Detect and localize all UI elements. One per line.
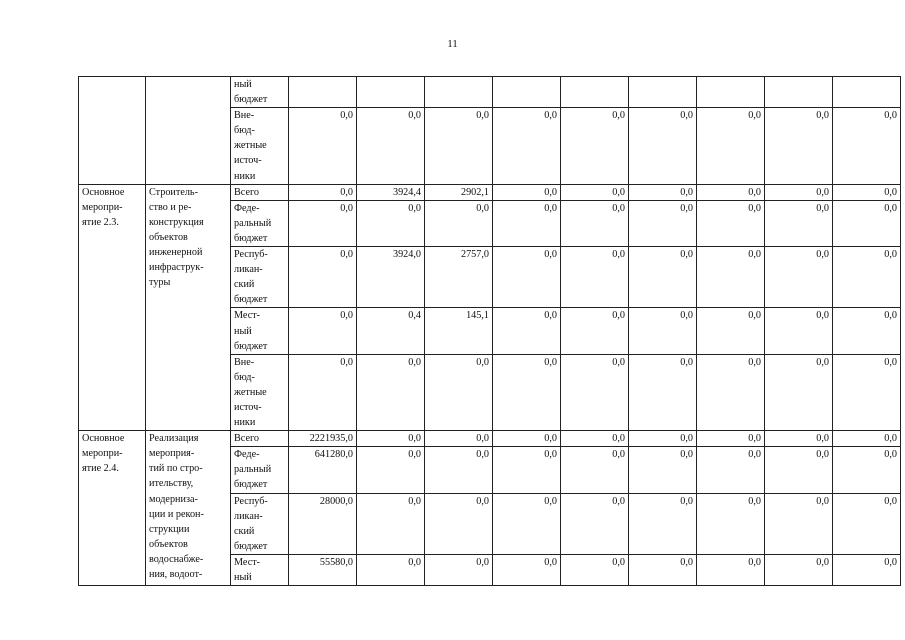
description-line: конструкция <box>149 216 204 228</box>
value-cell: 0,0 <box>697 493 765 554</box>
value-cell <box>493 77 561 108</box>
value-cell: 0,0 <box>833 447 901 493</box>
value-cell: 0,0 <box>561 200 629 246</box>
value-cell: 0,0 <box>629 354 697 430</box>
value-cell: 0,0 <box>425 200 493 246</box>
funding-source-line: Респуб- <box>234 249 268 261</box>
funding-source-line: бюджет <box>234 94 268 106</box>
funding-source-line: ный <box>234 79 252 90</box>
value-cell: 0,0 <box>629 308 697 354</box>
funding-source-line: Вне- <box>234 356 255 368</box>
description-line: тий по стро- <box>149 463 203 475</box>
funding-source-line: Всего <box>234 433 259 445</box>
description-cell <box>146 431 231 586</box>
funding-source-cell <box>231 447 289 493</box>
activity-line: Основное <box>82 433 125 445</box>
value-cell: 0,0 <box>765 108 833 184</box>
value-cell: 0,0 <box>833 354 901 430</box>
funding-source-cell <box>231 493 289 554</box>
value-cell: 0,0 <box>629 184 697 200</box>
table-row <box>79 184 901 200</box>
value-cell: 0,0 <box>629 431 697 447</box>
description-line: Строитель- <box>149 186 198 198</box>
activity-cell <box>79 431 146 586</box>
value-cell <box>561 77 629 108</box>
value-cell: 0,0 <box>425 431 493 447</box>
funding-source-cell <box>231 354 289 430</box>
funding-source-line: Мест- <box>234 556 261 568</box>
value-cell: 0,0 <box>629 447 697 493</box>
value-cell: 0,0 <box>289 308 357 354</box>
description-line: водоснабже- <box>149 553 204 565</box>
value-cell: 0,4 <box>357 308 425 354</box>
value-cell: 0,0 <box>425 554 493 585</box>
funding-source-line: ский <box>234 279 255 291</box>
funding-source-cell <box>231 108 289 184</box>
funding-source-cell <box>231 431 289 447</box>
value-cell: 0,0 <box>357 554 425 585</box>
value-cell: 0,0 <box>697 447 765 493</box>
value-cell: 0,0 <box>357 447 425 493</box>
funding-source-line: бюджет <box>234 540 268 552</box>
value-cell: 0,0 <box>833 200 901 246</box>
description-line: инженерной <box>149 247 203 259</box>
budget-table <box>78 76 901 586</box>
value-cell <box>629 77 697 108</box>
value-cell: 0,0 <box>833 108 901 184</box>
activity-line: Основное <box>82 186 125 198</box>
value-cell: 0,0 <box>833 554 901 585</box>
funding-source-line: ный <box>234 325 252 337</box>
activity-line: ятие 2.3. <box>82 216 119 228</box>
value-cell <box>289 77 357 108</box>
funding-source-line: бюд- <box>234 371 255 383</box>
value-cell: 0,0 <box>697 354 765 430</box>
value-cell: 0,0 <box>629 108 697 184</box>
funding-source-line: Феде- <box>234 449 260 461</box>
value-cell: 0,0 <box>493 247 561 308</box>
value-cell: 0,0 <box>765 184 833 200</box>
value-cell: 0,0 <box>765 308 833 354</box>
activity-line: ятие 2.4. <box>82 463 119 475</box>
funding-source-line: источ- <box>234 401 262 413</box>
value-cell: 0,0 <box>765 200 833 246</box>
value-cell: 641280,0 <box>289 447 357 493</box>
value-cell: 0,0 <box>561 554 629 585</box>
value-cell: 0,0 <box>765 447 833 493</box>
value-cell <box>765 77 833 108</box>
value-cell <box>697 77 765 108</box>
activity-line: меропри- <box>82 448 123 460</box>
description-line: ство и ре- <box>149 201 192 213</box>
funding-source-line: ный <box>234 572 252 583</box>
value-cell: 0,0 <box>697 108 765 184</box>
value-cell: 0,0 <box>833 247 901 308</box>
value-cell: 0,0 <box>629 554 697 585</box>
value-cell: 0,0 <box>765 431 833 447</box>
value-cell: 0,0 <box>289 200 357 246</box>
value-cell: 0,0 <box>493 108 561 184</box>
value-cell: 0,0 <box>425 447 493 493</box>
description-line: туры <box>149 277 171 289</box>
funding-source-line: ликан- <box>234 264 263 276</box>
value-cell: 0,0 <box>357 354 425 430</box>
value-cell: 2757,0 <box>425 247 493 308</box>
table-row <box>79 431 901 447</box>
table-body <box>79 77 901 586</box>
description-line: струкции <box>149 523 190 535</box>
funding-source-line: Всего <box>234 186 259 198</box>
value-cell: 0,0 <box>493 554 561 585</box>
funding-source-cell <box>231 77 289 108</box>
activity-cell <box>79 184 146 431</box>
value-cell: 0,0 <box>493 431 561 447</box>
funding-source-line: источ- <box>234 155 262 167</box>
description-line: мероприя- <box>149 448 195 460</box>
funding-source-cell <box>231 554 289 585</box>
value-cell: 0,0 <box>561 184 629 200</box>
value-cell: 0,0 <box>357 493 425 554</box>
value-cell: 3924,4 <box>357 184 425 200</box>
description-line: объектов <box>149 538 188 550</box>
value-cell: 0,0 <box>493 308 561 354</box>
funding-source-line: ники <box>234 170 256 182</box>
description-line: объектов <box>149 231 188 243</box>
value-cell: 0,0 <box>493 447 561 493</box>
value-cell <box>425 77 493 108</box>
funding-source-line: жетные <box>234 386 267 398</box>
funding-source-line: ральный <box>234 217 272 229</box>
value-cell: 0,0 <box>561 247 629 308</box>
funding-source-line: бюджет <box>234 232 268 244</box>
value-cell: 0,0 <box>833 493 901 554</box>
value-cell: 0,0 <box>561 493 629 554</box>
value-cell: 0,0 <box>493 354 561 430</box>
value-cell: 0,0 <box>697 308 765 354</box>
value-cell: 0,0 <box>833 308 901 354</box>
value-cell: 0,0 <box>629 247 697 308</box>
value-cell: 145,1 <box>425 308 493 354</box>
funding-source-line: Вне- <box>234 110 255 122</box>
value-cell: 55580,0 <box>289 554 357 585</box>
value-cell: 0,0 <box>629 493 697 554</box>
value-cell: 2902,1 <box>425 184 493 200</box>
value-cell: 0,0 <box>289 247 357 308</box>
value-cell: 0,0 <box>629 200 697 246</box>
value-cell: 0,0 <box>425 493 493 554</box>
value-cell: 0,0 <box>697 200 765 246</box>
value-cell: 0,0 <box>561 431 629 447</box>
value-cell: 0,0 <box>493 493 561 554</box>
description-line: Реализация <box>149 433 199 445</box>
value-cell: 0,0 <box>697 431 765 447</box>
funding-source-line: ники <box>234 417 256 429</box>
funding-source-line: Мест- <box>234 310 261 322</box>
funding-source-line: бюджет <box>234 340 268 352</box>
funding-source-line: Феде- <box>234 202 260 214</box>
value-cell: 0,0 <box>561 447 629 493</box>
funding-source-cell <box>231 308 289 354</box>
funding-source-line: бюджет <box>234 479 268 491</box>
value-cell: 0,0 <box>357 431 425 447</box>
description-line: модерниза- <box>149 493 198 505</box>
value-cell: 0,0 <box>289 184 357 200</box>
value-cell: 0,0 <box>697 554 765 585</box>
description-line: инфраструк- <box>149 262 204 274</box>
value-cell: 0,0 <box>357 108 425 184</box>
funding-source-line: жетные <box>234 140 267 152</box>
value-cell: 2221935,0 <box>289 431 357 447</box>
funding-source-cell <box>231 184 289 200</box>
value-cell: 3924,0 <box>357 247 425 308</box>
activity-line: меропри- <box>82 201 123 213</box>
description-cell <box>146 77 231 185</box>
value-cell: 0,0 <box>765 354 833 430</box>
page-number: 11 <box>447 38 458 50</box>
value-cell: 0,0 <box>357 200 425 246</box>
description-cell <box>146 184 231 431</box>
funding-source-cell <box>231 200 289 246</box>
description-line: ния, водоот- <box>149 569 203 580</box>
description-line: ции и рекон- <box>149 508 204 520</box>
value-cell: 0,0 <box>765 493 833 554</box>
value-cell <box>357 77 425 108</box>
funding-source-line: бюд- <box>234 125 255 137</box>
value-cell: 0,0 <box>765 554 833 585</box>
value-cell: 0,0 <box>289 354 357 430</box>
value-cell: 0,0 <box>697 184 765 200</box>
value-cell: 0,0 <box>425 108 493 184</box>
value-cell: 28000,0 <box>289 493 357 554</box>
value-cell: 0,0 <box>289 108 357 184</box>
description-line: ительству, <box>149 478 194 490</box>
value-cell: 0,0 <box>833 184 901 200</box>
value-cell: 0,0 <box>561 354 629 430</box>
funding-source-line: ликан- <box>234 510 263 522</box>
value-cell: 0,0 <box>561 308 629 354</box>
funding-source-line: ский <box>234 525 255 537</box>
value-cell: 0,0 <box>697 247 765 308</box>
funding-source-line: Респуб- <box>234 495 268 507</box>
table-row <box>79 77 901 108</box>
value-cell: 0,0 <box>561 108 629 184</box>
value-cell <box>833 77 901 108</box>
value-cell: 0,0 <box>493 184 561 200</box>
value-cell: 0,0 <box>425 354 493 430</box>
funding-source-cell <box>231 247 289 308</box>
value-cell: 0,0 <box>493 200 561 246</box>
activity-cell <box>79 77 146 185</box>
value-cell: 0,0 <box>765 247 833 308</box>
value-cell: 0,0 <box>833 431 901 447</box>
funding-source-line: бюджет <box>234 294 268 306</box>
funding-source-line: ральный <box>234 464 272 476</box>
